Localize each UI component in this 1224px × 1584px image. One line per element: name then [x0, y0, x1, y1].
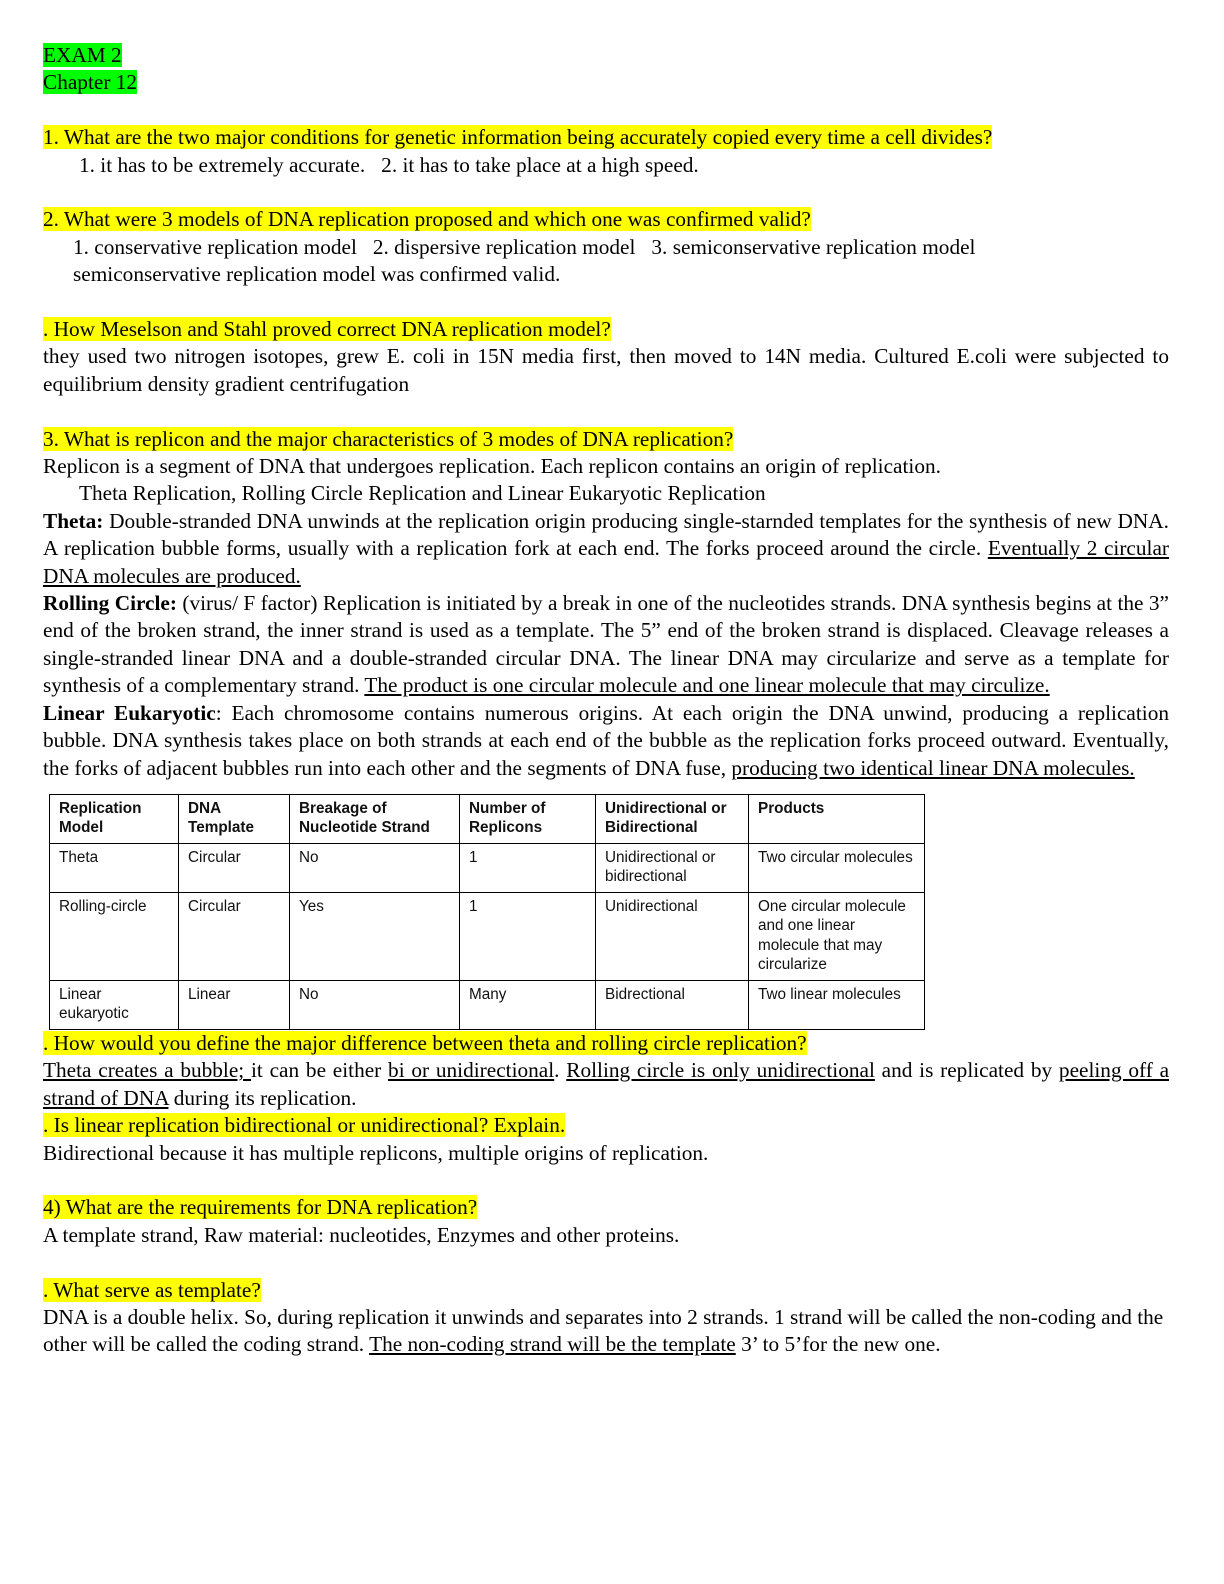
answer-2-line-2: semiconservative replication model was confirmed valid. [73, 262, 561, 287]
table-header: DNA Template [179, 794, 290, 843]
answer-4: A template strand, Raw material: nucleotides, Enzymes and other proteins. [43, 1222, 680, 1247]
rolling-circle-paragraph: Rolling Circle: (virus/ F factor) Replication is initiated by a break in one of the nucleotides strands. DNA synthesis begins at the 3” end of the broken strand, the inner strand is used as a template. The 5” end of the broken strand is displaced. Cleavage releases a single-stranded linear DNA and a double-stranded circular DNA. The linear DNA may circularize and serve as a template for synthesis of a complementary strand. The product is one circular molecule and one linear molecule that may circulize. [43, 591, 1169, 698]
table-cell: Two linear molecules [749, 980, 925, 1029]
table-cell: No [290, 980, 460, 1029]
linear-label: Linear Eukaryotic [43, 700, 216, 725]
replication-table [49, 794, 925, 1030]
table-cell: Linear [179, 980, 290, 1029]
replicon-definition: Replicon is a segment of DNA that undergoes replication. Each replicon contains an origin of replication. [43, 454, 941, 479]
answer-1: 1. it has to be extremely accurate. 2. it has to take place at a high speed. [79, 152, 699, 177]
exam-title: EXAM 2 [43, 43, 122, 67]
table-cell: Circular [179, 843, 290, 892]
theta-label: Theta: [43, 508, 104, 533]
table-cell: Unidirectional or bidirectional [596, 843, 749, 892]
linear-eukaryotic-paragraph: Linear Eukaryotic: Each chromosome contains numerous origins. At each origin the DNA unwind, producing a replication bubble. DNA synthesis takes place on both strands at each end of the bubble as the replication forks proceed outward. Eventually, the forks of adjacent bubbles run into each other and the segments of DNA fuse, producing two identical linear DNA molecules. [43, 700, 1169, 780]
question-2: 2. What were 3 models of DNA replication proposed and which one was confirmed valid? [43, 207, 811, 232]
chapter-title: Chapter 12 [43, 70, 138, 95]
question-meselson: . How Meselson and Stahl proved correct DNA replication model? [43, 317, 611, 342]
table-header: Breakage of Nucleotide Strand [290, 794, 460, 843]
table-cell: Rolling-circle [50, 892, 179, 980]
table-header: Products [749, 794, 925, 843]
table-cell: Yes [290, 892, 460, 980]
table-row [50, 980, 925, 1029]
table-cell: Theta [50, 843, 179, 892]
table-row [50, 843, 925, 892]
linear-conclusion: producing two identical linear DNA molecules. [731, 755, 1135, 780]
table-header: Replication Model [50, 794, 179, 843]
theta-paragraph: Theta: Double-stranded DNA unwinds at the replication origin producing single-starnded templates for the synthesis of new DNA. A replication bubble forms, usually with a replication fork at each end. The forks proceed around the circle. Eventually 2 circular DNA molecules are produced. [43, 508, 1169, 588]
question-1: 1. What are the two major conditions for genetic information being accurately copied every time a cell divides? [43, 125, 993, 150]
modes-list: Theta Replication, Rolling Circle Replication and Linear Eukaryotic Replication [79, 481, 766, 506]
table-row [50, 892, 925, 980]
question-template: . What serve as template? [43, 1277, 261, 1302]
question-difference: . How would you define the major difference between theta and rolling circle replication? [43, 1030, 807, 1055]
table-cell: One circular molecule and one linear molecule that may circularize [749, 892, 925, 980]
table-cell: Bidrectional [596, 980, 749, 1029]
document-page [43, 42, 1169, 1359]
question-3: 3. What is replicon and the major characteristics of 3 modes of DNA replication? [43, 426, 734, 451]
rolling-label: Rolling Circle: [43, 591, 177, 616]
table-cell: 1 [460, 892, 596, 980]
table-cell: Linear eukaryotic [50, 980, 179, 1029]
question-4: 4) What are the requirements for DNA replication? [43, 1195, 478, 1220]
theta-conclusion: Eventually 2 circular DNA molecules are produced. [43, 536, 1169, 588]
table-cell: No [290, 843, 460, 892]
answer-difference: Theta creates a bubble; it can be either bi or unidirectional. Rolling circle is only unidirectional and is replicated by peeling off a strand of DNA during its replication. [43, 1058, 1170, 1110]
table-cell: 1 [460, 843, 596, 892]
table-cell: Unidirectional [596, 892, 749, 980]
answer-template: DNA is a double helix. So, during replication it unwinds and separates into 2 strands. 1 strand will be called the non-coding and the other will be called the coding strand. The non-coding strand will be the template 3’ to 5’for the new one. [43, 1304, 1164, 1357]
rolling-conclusion: The product is one circular molecule and one linear molecule that may circulize. [364, 673, 1050, 698]
table-cell: Two circular molecules [749, 843, 925, 892]
table-header: Number of Replicons [460, 794, 596, 843]
table-cell: Circular [179, 892, 290, 980]
table-header-row [50, 794, 925, 843]
question-linear: . Is linear replication bidirectional or unidirectional? Explain. [43, 1113, 566, 1138]
table-cell: Many [460, 980, 596, 1029]
answer-2-line-1: 1. conservative replication model 2. dispersive replication model 3. semiconservative replication model [73, 234, 976, 259]
answer-linear: Bidirectional because it has multiple replicons, multiple origins of replication. [43, 1140, 709, 1165]
answer-meselson: they used two nitrogen isotopes, grew E. coli in 15N media first, then moved to 14N media. Cultured E.coli were subjected to equilibrium density gradient centrifugation [43, 344, 1169, 396]
table-header: Unidirectional or Bidirectional [596, 794, 749, 843]
